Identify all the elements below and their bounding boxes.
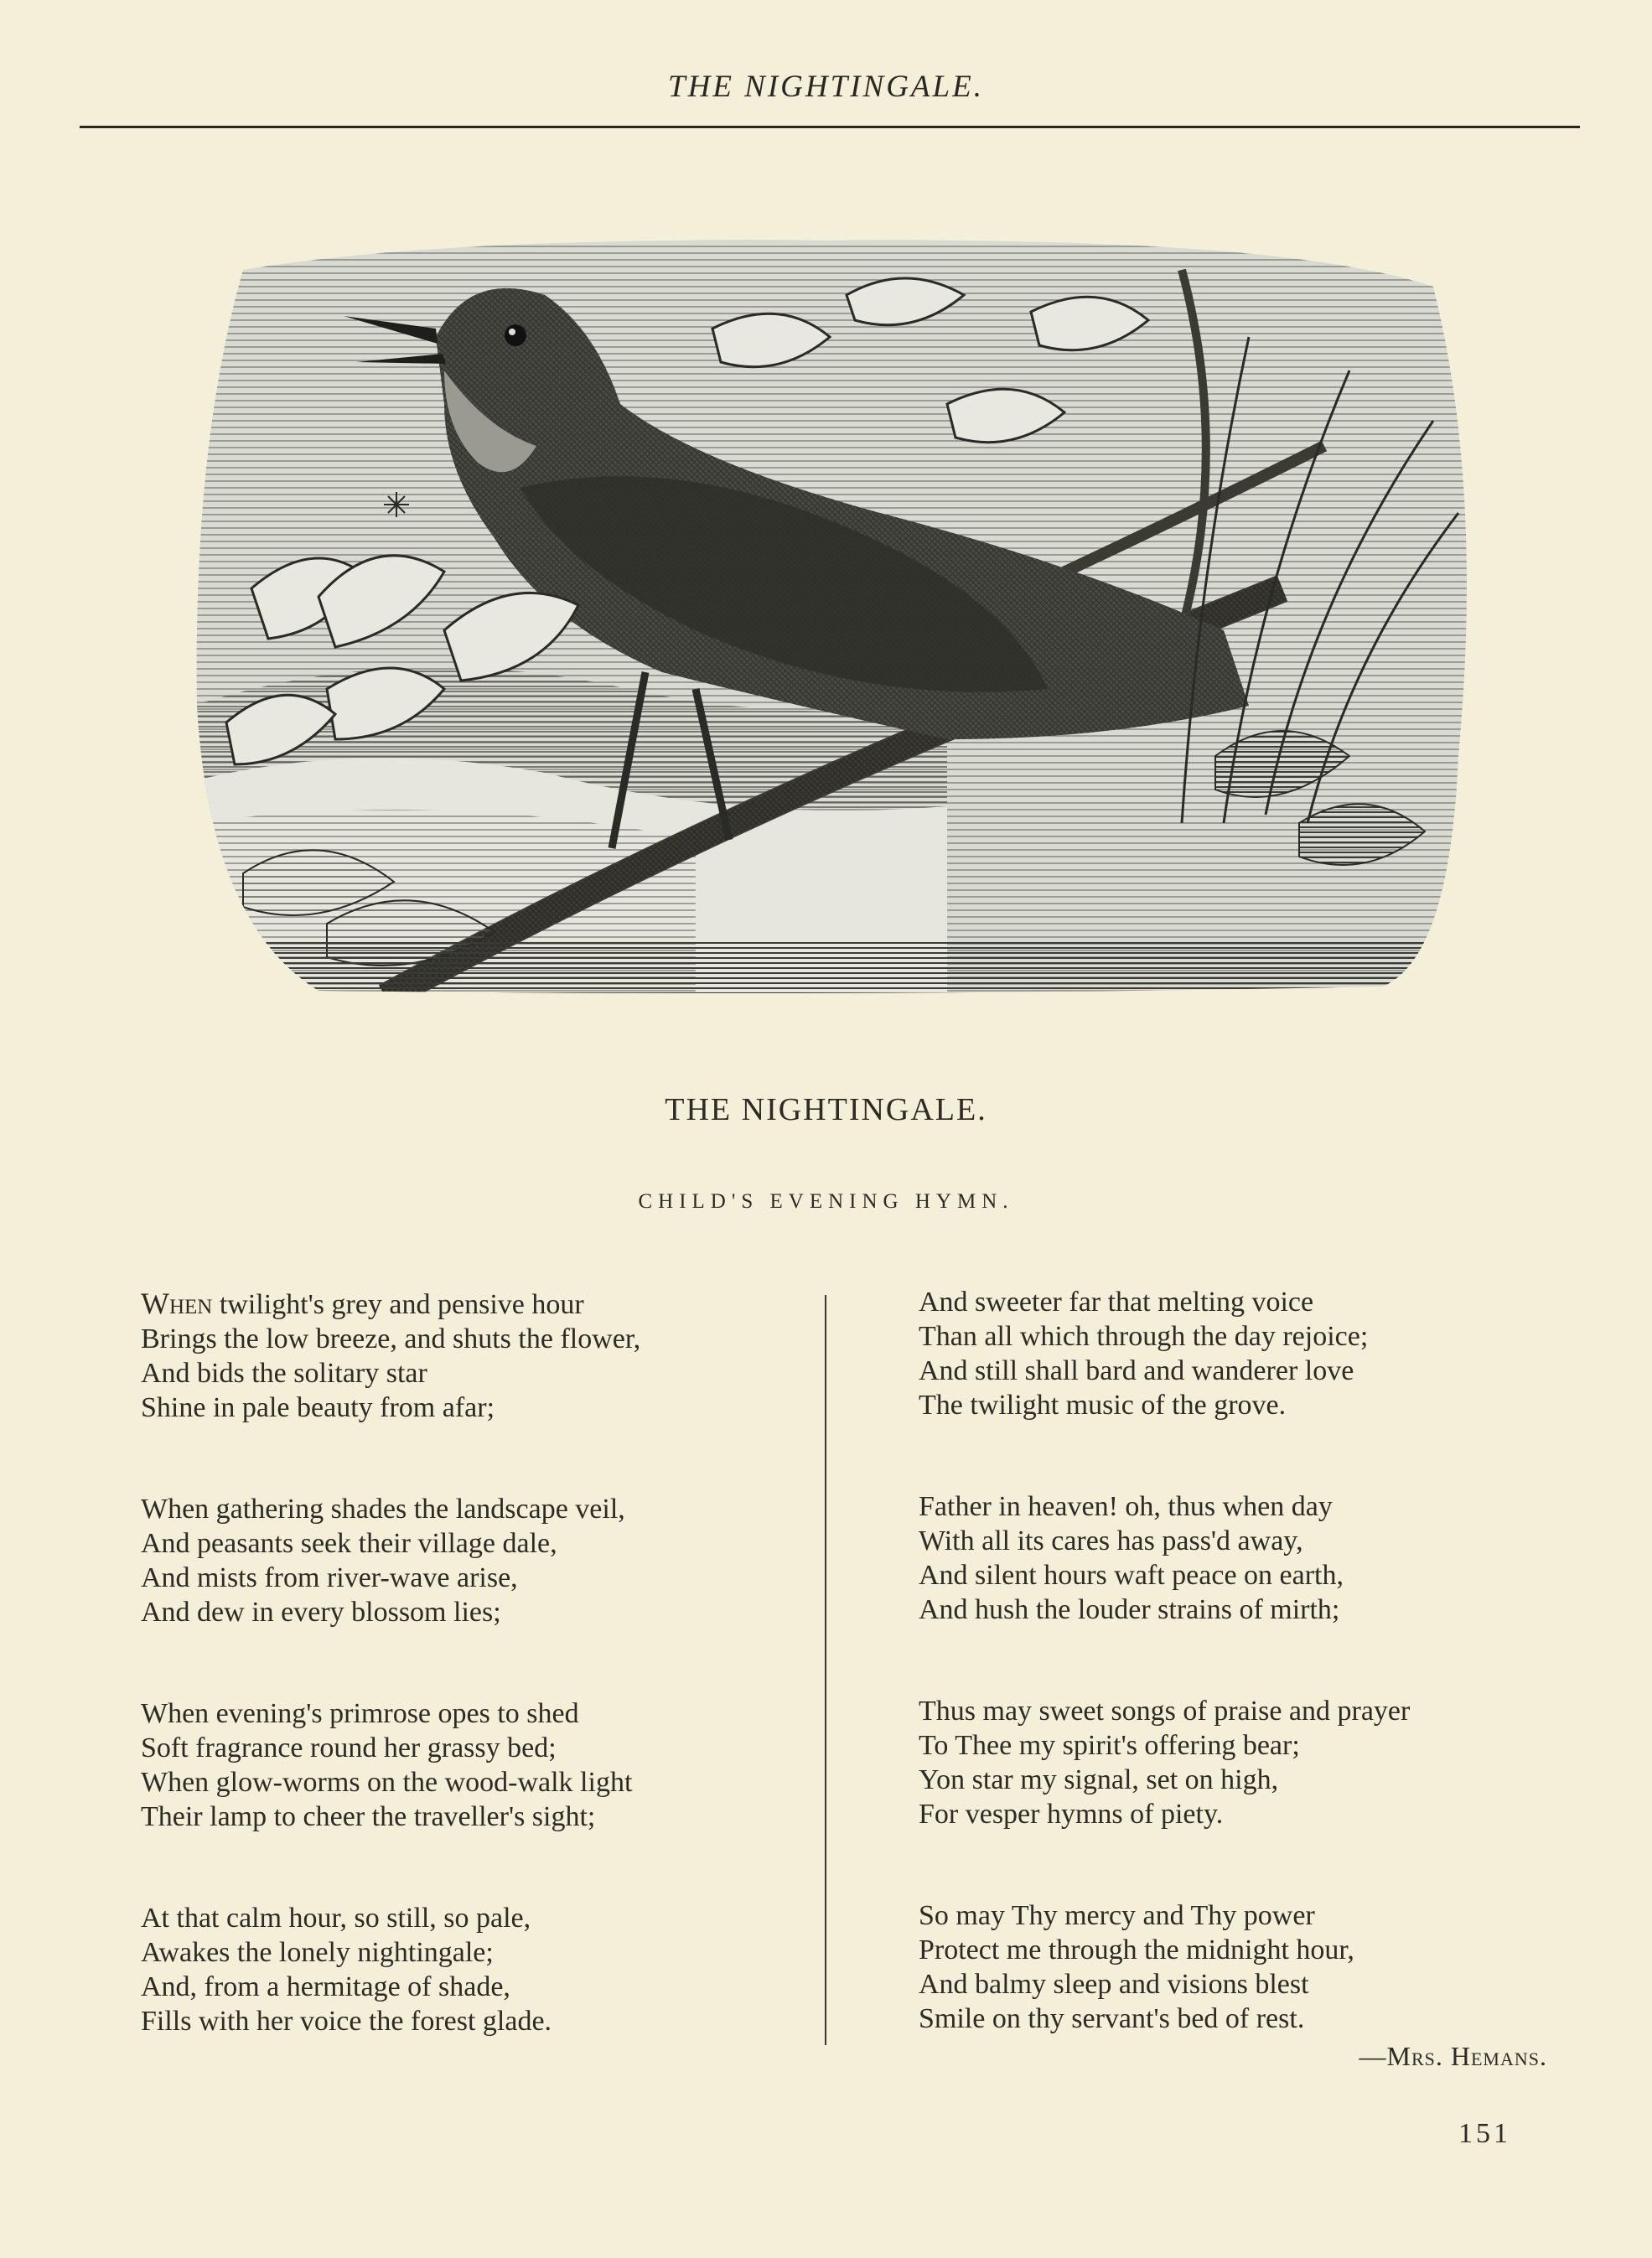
verse-line: And still shall bard and wanderer love — [919, 1355, 1354, 1386]
verse-line: Soft fragrance round her grassy bed; — [141, 1732, 557, 1763]
poem-subtitle: CHILD'S EVENING HYMN. — [638, 1190, 1014, 1213]
nightingale-engraving-icon — [193, 236, 1484, 997]
verse-line: Shine in pale beauty from afar; — [141, 1392, 495, 1423]
verse-line: When evening's primrose opes to shed — [141, 1698, 579, 1729]
right-column — [919, 1285, 1589, 2103]
running-head: THE NIGHTINGALE. — [668, 70, 984, 104]
stanza — [919, 1285, 1589, 1422]
verse-line: And, from a hermitage of shade, — [141, 1971, 510, 2002]
verse-line: At that calm hour, so still, so pale, — [141, 1903, 531, 1934]
column-divider — [825, 1295, 826, 2045]
verse-line: For vesper hymns of piety. — [919, 1799, 1224, 1830]
verse-line: Fills with her voice the forest glade. — [141, 2006, 552, 2037]
verse-line: And balmy sleep and visions blest — [919, 1969, 1309, 2000]
verse-line: Yon star my signal, set on high, — [919, 1764, 1279, 1795]
verse-line: And mists from river-wave arise, — [141, 1562, 518, 1593]
verse-line: With all its cares has pass'd away, — [919, 1525, 1303, 1556]
verse-line: And peasants seek their village dale, — [141, 1528, 557, 1559]
verse-line: Protect me through the midnight hour, — [919, 1934, 1354, 1965]
verse-line: Than all which through the day rejoice; — [919, 1321, 1369, 1352]
verse-line: When gathering shades the landscape veil, — [141, 1494, 625, 1525]
stanza — [919, 1898, 1589, 2036]
verse-line: Brings the low breeze, and shuts the flower, — [141, 1323, 641, 1354]
verse-line: And silent hours waft peace on earth, — [919, 1560, 1344, 1591]
verse-line: Smile on thy servant's bed of rest. — [919, 2003, 1305, 2034]
header-rule — [80, 126, 1580, 128]
verse-line: So may Thy mercy and Thy power — [919, 1900, 1315, 1931]
page-number: 151 — [1458, 2118, 1511, 2149]
stanza — [919, 1694, 1589, 1831]
verse-line: And bids the solitary star — [141, 1358, 427, 1389]
lead-word: When — [141, 1287, 213, 1320]
verse-line: And dew in every blossom lies; — [141, 1597, 501, 1628]
verse-line: And sweeter far that melting voice — [919, 1287, 1314, 1318]
verse-line: Thus may sweet songs of praise and prayer — [919, 1696, 1411, 1727]
stanza — [141, 1696, 803, 1834]
stanza — [919, 1489, 1589, 1627]
verse-line: Father in heaven! oh, thus when day — [919, 1491, 1333, 1522]
verse-line: Their lamp to cheer the traveller's sight; — [141, 1801, 596, 1832]
left-column — [141, 1287, 803, 2105]
poem-attribution: —Mrs. Hemans. — [1359, 2041, 1547, 2071]
verse-line: Awakes the lonely nightingale; — [141, 1937, 494, 1968]
verse-line: To Thee my spirit's offering bear; — [919, 1730, 1300, 1761]
stanza — [141, 1901, 803, 2038]
stanza — [141, 1492, 803, 1629]
verse-line: The twilight music of the grove. — [919, 1390, 1287, 1421]
verse-line: When twilight's grey and pensive hour — [141, 1287, 584, 1320]
stanza — [141, 1287, 803, 1425]
verse-line: And hush the louder strains of mirth; — [919, 1594, 1340, 1625]
poem-title: THE NIGHTINGALE. — [665, 1092, 987, 1127]
verse-line: When glow-worms on the wood-walk light — [141, 1767, 633, 1798]
